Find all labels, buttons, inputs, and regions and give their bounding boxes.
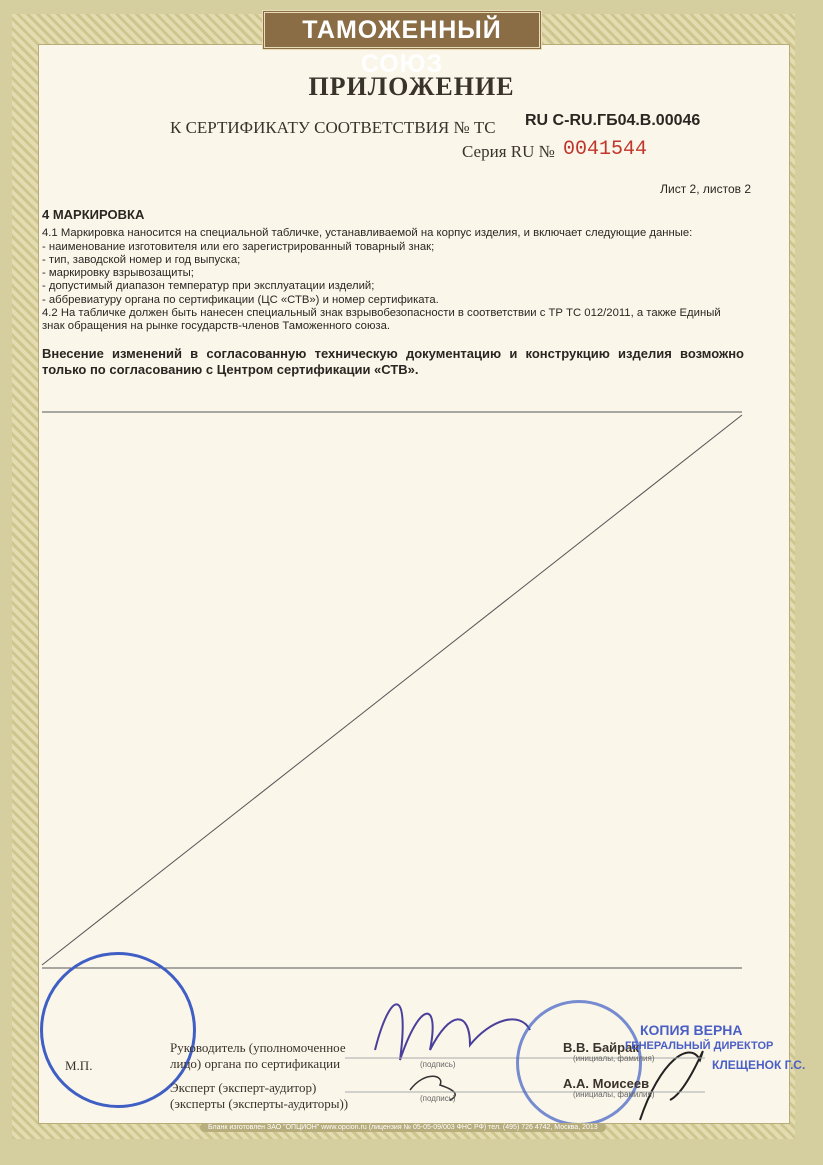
customs-union-banner: ТАМОЖЕННЫЙ СОЮЗ [262,10,542,50]
paragraph: - наименование изготовителя или его зарегистрированный товарный знак; [42,240,435,253]
paragraph: - тип, заводской номер и год выпуска; [42,253,241,266]
copy-stamp-line2: ГЕНЕРАЛЬНЫЙ ДИРЕКТОР [625,1040,774,1052]
seal-label: М.П. [65,1058,93,1073]
form-footer: Бланк изготовлен ЗАО "ОПЦИОН" www.opcion.ru (лицензия № 05-05-09/003 ФНС РФ) тел. (495) 726 4742, Москва, 2013 [200,1123,606,1132]
head-signature [375,1004,530,1060]
series-label: Серия RU № [462,142,555,161]
head-label-1: Руководитель (уполномоченное [170,1040,346,1055]
section-title: 4 МАРКИРОВКА [42,207,145,222]
certificate-number: RU C-RU.ГБ04.В.00046 [525,112,701,129]
expert-label-1: Эксперт (эксперт-аудитор) [170,1080,317,1095]
expert-label-2: (эксперты (эксперты-аудиторы)) [170,1096,349,1111]
series-number: 0041544 [563,138,648,161]
notice: Внесение изменений в согласованную техническую документацию и конструкцию изделия возможно только по согласованию с Центром сертификации «СТВ». [42,345,744,377]
initials-hint: (инициалы, фамилия) [573,1090,655,1099]
company-stamp [516,1000,642,1126]
signature-hint: (подпись) [420,1094,456,1103]
copy-stamp-line1: КОПИЯ ВЕРНА [640,1022,743,1038]
initials-hint: (инициалы, фамилия) [573,1054,655,1063]
signature-hint: (подпись) [420,1060,456,1069]
paragraph: - маркировку взрывозащиты; [42,267,194,280]
paragraph: - допустимый диапазон температур при эксплуатации изделий; [42,280,375,293]
expert-name: А.А. Моисеев [563,1076,650,1091]
subtitle: К СЕРТИФИКАТУ СООТВЕТСТВИЯ № ТС [170,118,496,137]
copy-stamp-line3: КЛЕЩЕНОК Г.С. [712,1058,806,1072]
head-label-2: лицо) органа по сертификации [170,1056,341,1071]
page-title: ПРИЛОЖЕНИЕ [308,72,515,101]
head-name: В.В. Байрак [563,1040,639,1055]
paragraph: 4.2 На табличке должен быть нанесен специальный знак взрывобезопасности в соответствии с ТР ТС 012/2011, а также Единый знак обращения на рынке государств-членов Таможенного союза. [42,307,721,333]
sheet-count: Лист 2, листов 2 [660,182,751,196]
paragraph: - аббревиатуру органа по сертификации (ЦС «СТВ») и номер сертификата. [42,293,439,306]
diagonal-strike [42,415,742,965]
paragraph: 4.1 Маркировка наносится на специальной табличке, устанавливаемой на корпус изделия, и включает следующие данные: [42,227,693,240]
